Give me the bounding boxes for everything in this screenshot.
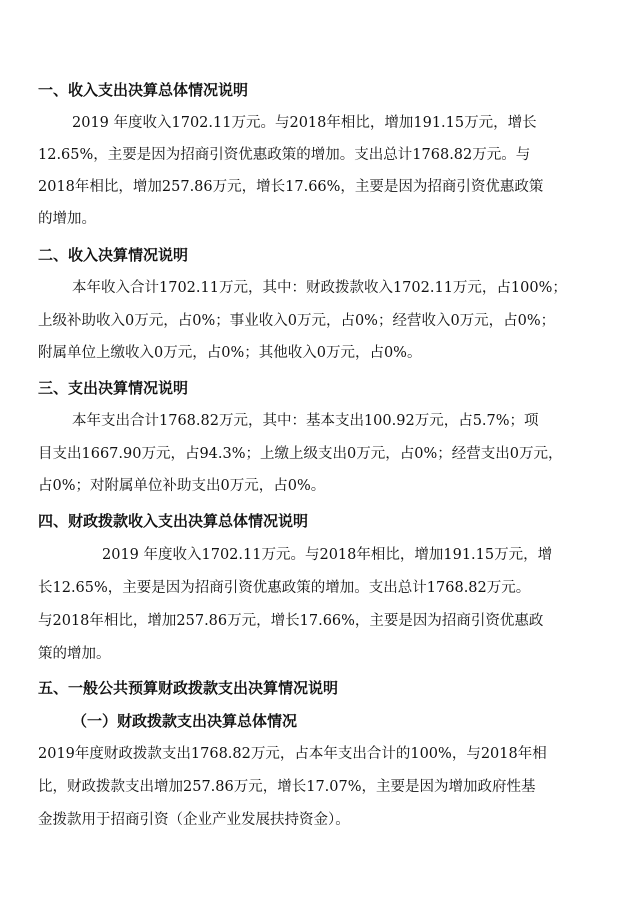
section-1-heading: 一、收入支出决算总体情况说明 xyxy=(38,81,249,99)
section-5-heading: 五、一般公共预算财政拨款支出决算情况说明 xyxy=(38,679,339,697)
section-1-line-1: 2019 年度收入1702.11万元。与2018年相比，增加191.15万元，增长 xyxy=(72,115,537,131)
section-3-line-3: 占0%；对附属单位补助支出0万元，占0%。 xyxy=(38,478,326,494)
section-1-line-2: 12.65%，主要是因为招商引资优惠政策的增加。支出总计1768.82万元。与 xyxy=(38,147,531,163)
section-4-line-3: 与2018年相比，增加257.86万元，增长17.66%，主要是因为招商引资优惠政 xyxy=(38,613,544,629)
section-2-heading: 二、收入决算情况说明 xyxy=(38,246,189,264)
section-5-line-1: 2019年度财政拨款支出1768.82万元，占本年支出合计的100%，与2018年相 xyxy=(38,746,547,762)
section-3-line-2: 目支出1667.90万元，占94.3%；上缴上级支出0万元，占0%；经营支出0万元， xyxy=(38,446,563,462)
section-1-line-4: 的增加。 xyxy=(38,211,96,227)
section-4-line-1: 2019 年度收入1702.11万元。与2018年相比，增加191.15万元，增 xyxy=(102,547,553,563)
section-2-line-3: 附属单位上缴收入0万元，占0%；其他收入0万元，占0%。 xyxy=(38,345,422,361)
section-5-line-2: 比，财政拨款支出增加257.86万元，增长17.07%，主要是因为增加政府性基 xyxy=(38,779,536,795)
section-4-line-4: 策的增加。 xyxy=(38,646,111,662)
section-4-line-2: 长12.65%，主要是因为招商引资优惠政策的增加。支出总计1768.82万元。 xyxy=(38,580,531,596)
section-1-line-3: 2018年相比，增加257.86万元，增长17.66%，主要是因为招商引资优惠政策 xyxy=(38,179,544,195)
section-2-line-2: 上级补助收入0万元，占0%；事业收入0万元，占0%；经营收入0万元，占0%； xyxy=(38,313,556,329)
section-5-line-3: 金拨款用于招商引资（企业产业发展扶持资金）。 xyxy=(38,812,350,828)
section-5-subheading: （一）财政拨款支出决算总体情况 xyxy=(72,712,298,730)
section-3-heading: 三、支出决算情况说明 xyxy=(38,379,189,397)
section-3-line-1: 本年支出合计1768.82万元，其中：基本支出100.92万元，占5.7%；项 xyxy=(72,413,539,429)
section-4-heading: 四、财政拨款收入支出决算总体情况说明 xyxy=(38,512,309,530)
section-2-line-1: 本年收入合计1702.11万元，其中：财政拨款收入1702.11万元，占100%； xyxy=(72,280,567,296)
